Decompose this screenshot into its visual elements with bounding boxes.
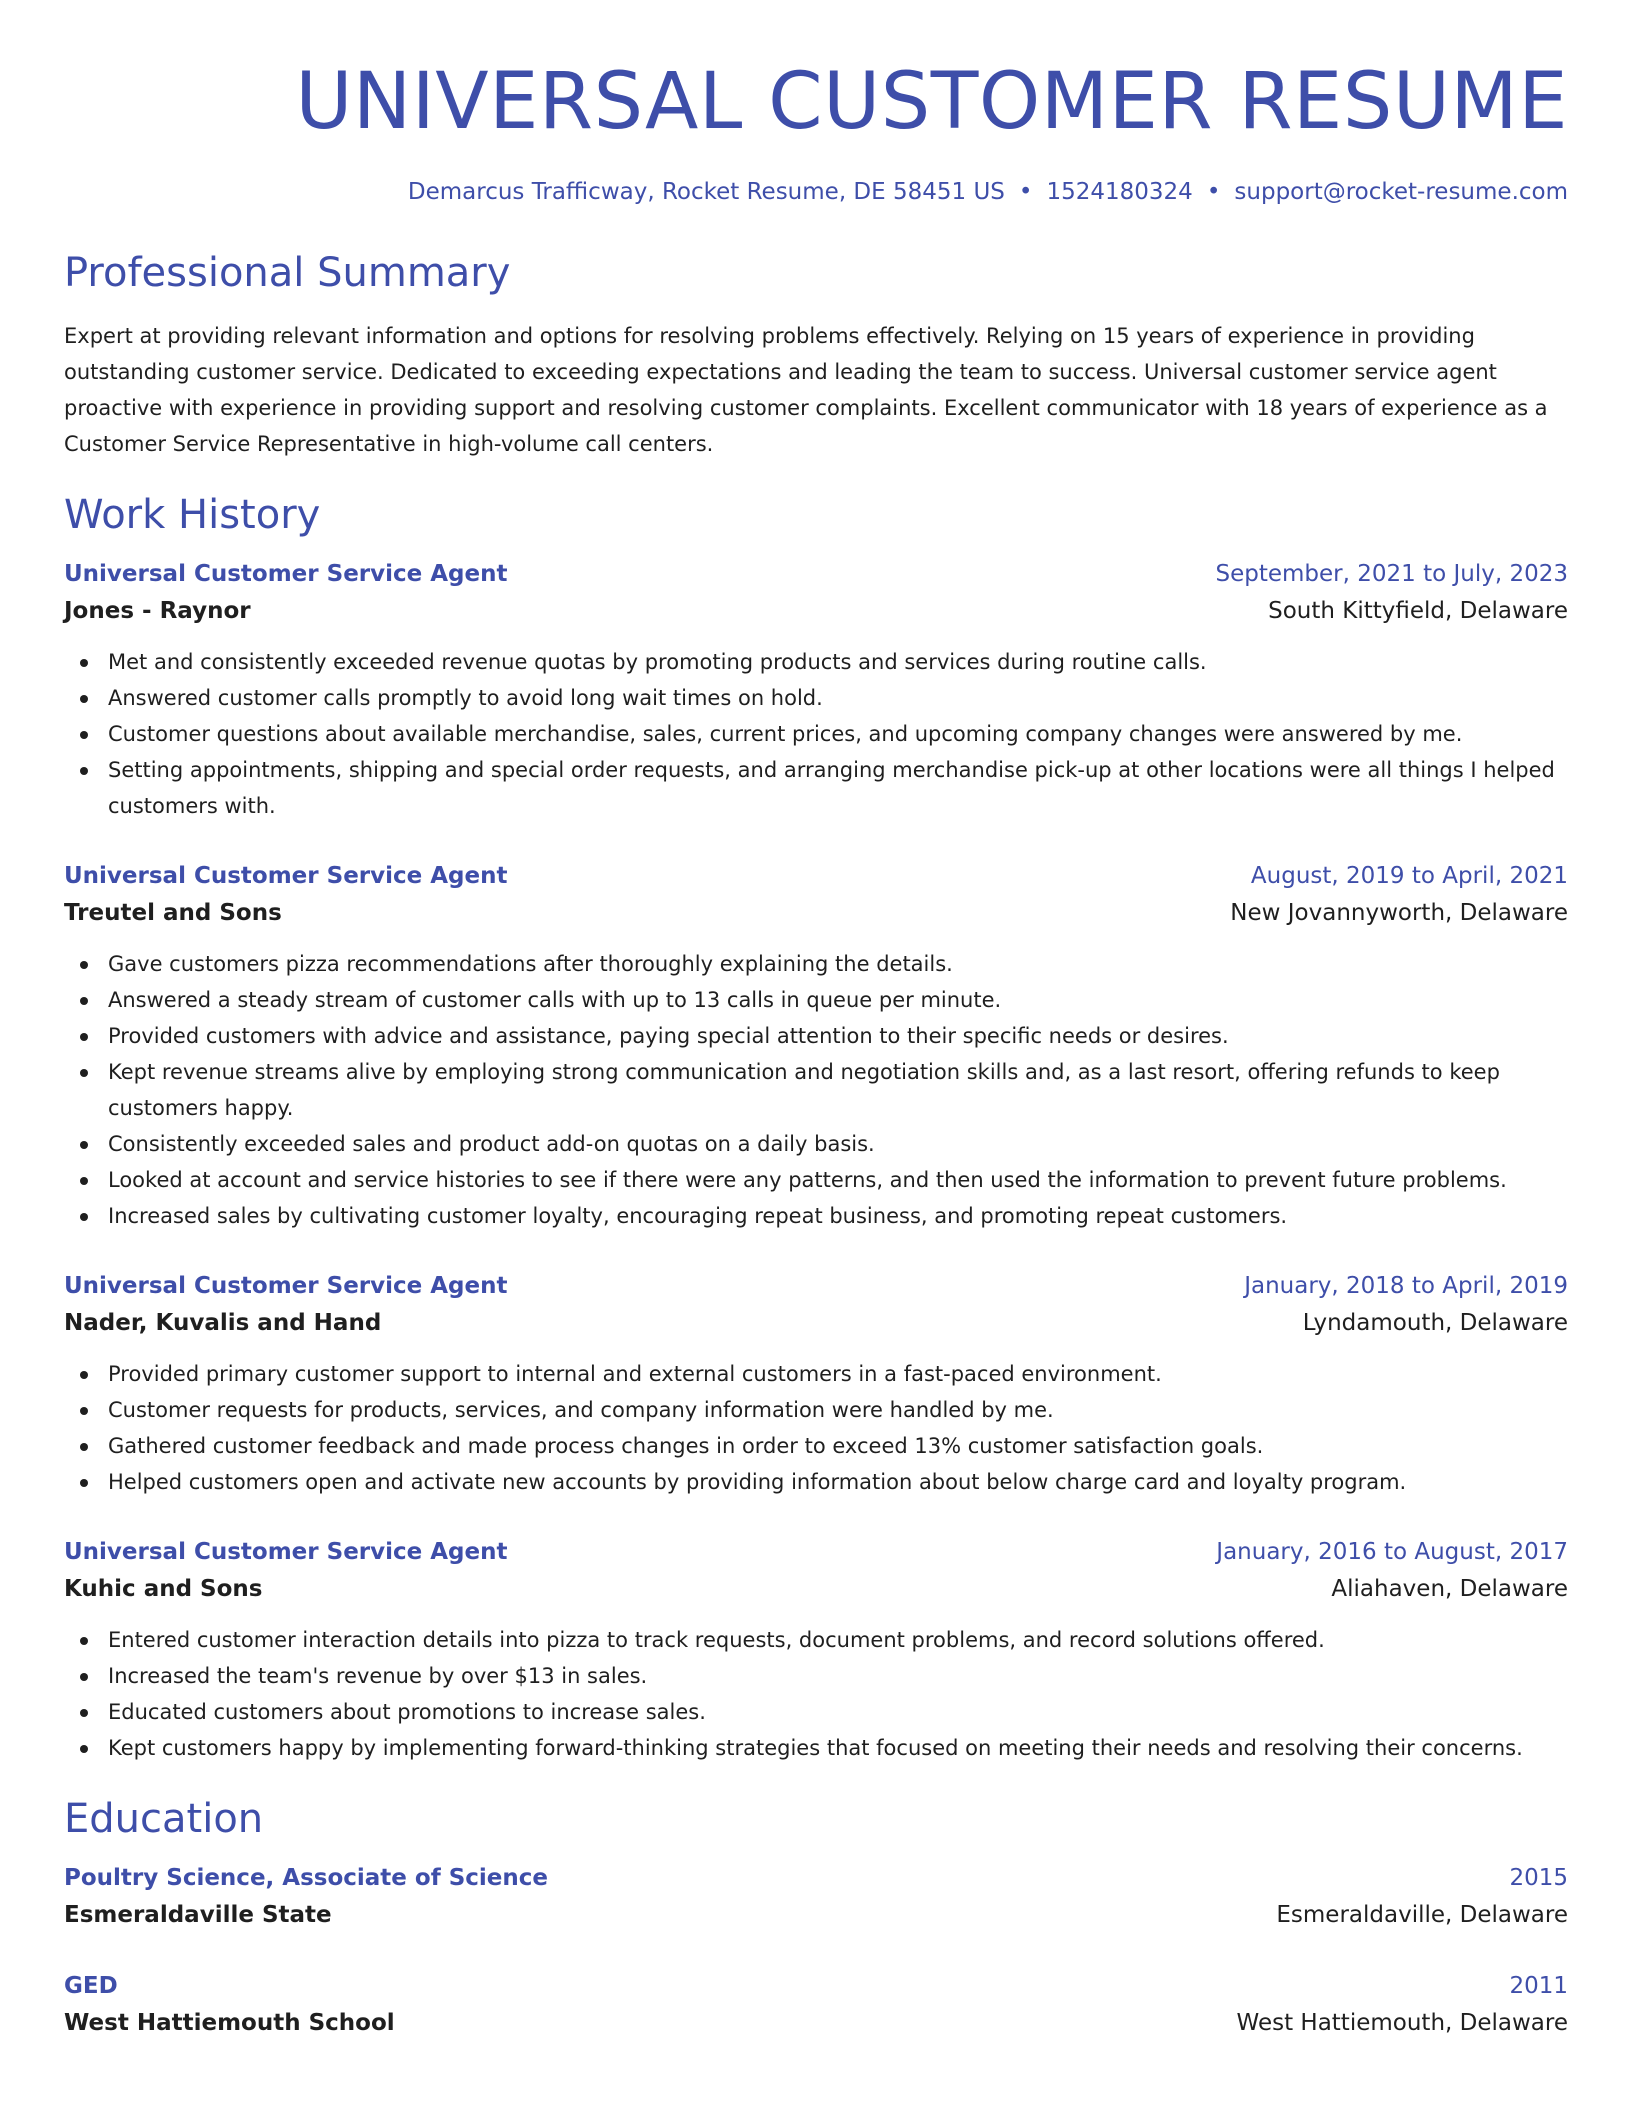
work-history-section	[64, 490, 1568, 1766]
job-entry	[64, 556, 1568, 824]
contact-separator: •	[1206, 179, 1221, 205]
job-location: New Jovannyworth, Delaware	[1230, 900, 1568, 926]
section-heading: Education	[64, 1796, 264, 1842]
job-bullet: Gathered customer feedback and made process changes in order to exceed 13% customer satisfaction goals.	[64, 1428, 1568, 1464]
job-bullet: Looked at account and service histories to see if there were any patterns, and then used the information to prevent future problems.	[64, 1162, 1568, 1198]
job-bullet: Entered customer interaction details into pizza to track requests, document problems, and record solutions offered.	[64, 1622, 1568, 1658]
education-location: West Hattiemouth, Delaware	[1236, 2010, 1568, 2036]
job-bullet: Answered customer calls promptly to avoid long wait times on hold.	[64, 680, 1568, 716]
job-bullet: Provided primary customer support to internal and external customers in a fast-paced environment.	[64, 1356, 1568, 1392]
job-bullet: Consistently exceeded sales and product add-on quotas on a daily basis.	[64, 1126, 1568, 1162]
contact-line	[64, 176, 1568, 208]
job-company: Nader, Kuvalis and Hand	[64, 1310, 382, 1336]
job-dates: September, 2021 to July, 2023	[1215, 561, 1568, 587]
job-location: Aliahaven, Delaware	[1331, 1576, 1568, 1602]
job-bullet: Helped customers open and activate new accounts by providing information about below charge card and loyalty program.	[64, 1464, 1568, 1500]
job-title: Universal Customer Service Agent	[64, 561, 508, 587]
education-school: West Hattiemouth School	[64, 2010, 395, 2036]
education-year: 2015	[1509, 1865, 1568, 1891]
job-title: Universal Customer Service Agent	[64, 1273, 508, 1299]
section-heading: Professional Summary	[64, 250, 511, 296]
job-bullet: Kept customers happy by implementing forward-thinking strategies that focused on meeting their needs and resolving their concerns.	[64, 1730, 1568, 1766]
job-title: Universal Customer Service Agent	[64, 1539, 508, 1565]
education-entry	[64, 1968, 1568, 2042]
job-company: Jones - Raynor	[64, 598, 251, 624]
job-entry	[64, 1534, 1568, 1766]
job-entry	[64, 1268, 1568, 1500]
job-bullet: Customer requests for products, services, and company information were handled by me.	[64, 1392, 1568, 1428]
job-bullet: Answered a steady stream of customer calls with up to 13 calls in queue per minute.	[64, 982, 1568, 1018]
job-dates: August, 2019 to April, 2021	[1250, 863, 1568, 889]
education-section	[64, 1794, 1568, 2042]
job-bullet: Met and consistently exceeded revenue quotas by promoting products and services during routine calls.	[64, 644, 1568, 680]
job-bullets	[64, 946, 1568, 1234]
job-bullets	[64, 1356, 1568, 1500]
job-bullet: Kept revenue streams alive by employing strong communication and negotiation skills and, as a last resort, offering refunds to keep customers happy.	[64, 1054, 1568, 1126]
resume-header	[64, 52, 1568, 208]
job-bullet: Increased the team's revenue by over $13 in sales.	[64, 1658, 1568, 1694]
education-year: 2011	[1509, 1973, 1568, 1999]
job-bullet: Customer questions about available merchandise, sales, current prices, and upcoming company changes were answered by me.	[64, 716, 1568, 752]
job-location: South Kittyfield, Delaware	[1268, 598, 1568, 624]
job-location: Lyndamouth, Delaware	[1302, 1310, 1568, 1336]
professional-summary-section	[64, 248, 1568, 462]
contact-separator: •	[1018, 179, 1033, 205]
education-location: Esmeraldaville, Delaware	[1276, 1902, 1568, 1928]
job-bullet: Increased sales by cultivating customer loyalty, encouraging repeat business, and promoting repeat customers.	[64, 1198, 1568, 1234]
job-company: Treutel and Sons	[64, 900, 282, 926]
job-entry	[64, 858, 1568, 1234]
job-bullet: Setting appointments, shipping and special order requests, and arranging merchandise pick-up at other locations were all things I helped customers with.	[64, 752, 1568, 824]
contact-address: Demarcus Trafficway, Rocket Resume, DE 58451 US	[407, 179, 1005, 205]
education-entry	[64, 1860, 1568, 1934]
job-title: Universal Customer Service Agent	[64, 863, 508, 889]
job-bullet: Provided customers with advice and assistance, paying special attention to their specific needs or desires.	[64, 1018, 1568, 1054]
education-degree: GED	[64, 1973, 118, 1999]
job-bullet: Educated customers about promotions to increase sales.	[64, 1694, 1568, 1730]
education-school: Esmeraldaville State	[64, 1902, 332, 1928]
summary-text: Expert at providing relevant information and options for resolving problems effectively. Relying on 15 years of experience in providing outstanding customer service. Dedicated to exceeding expectations and leading the team to success. Universal customer service agent proactive with experience in providing support and resolving customer complaints. Excellent communicator with 18 years of experience as a Customer Service Representative in high-volume call centers.	[64, 324, 1548, 456]
contact-email[interactable]: support@rocket-resume.com	[1234, 179, 1568, 205]
job-dates: January, 2016 to August, 2017	[1216, 1539, 1568, 1565]
resume-title: UNIVERSAL CUSTOMER RESUME	[295, 57, 1568, 147]
section-heading: Work History	[64, 492, 321, 538]
job-company: Kuhic and Sons	[64, 1576, 263, 1602]
education-degree: Poultry Science, Associate of Science	[64, 1865, 549, 1891]
job-dates: January, 2018 to April, 2019	[1244, 1273, 1568, 1299]
job-bullet: Gave customers pizza recommendations after thoroughly explaining the details.	[64, 946, 1568, 982]
contact-phone: 1524180324	[1046, 179, 1193, 205]
job-bullets	[64, 1622, 1568, 1766]
job-bullets	[64, 644, 1568, 824]
